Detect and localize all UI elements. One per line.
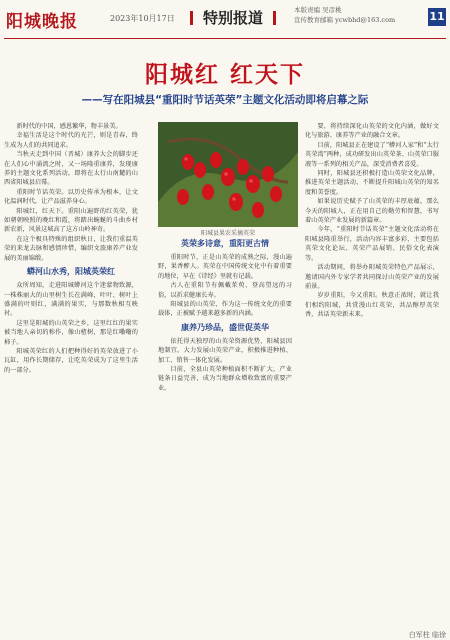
column-3	[305, 122, 439, 627]
paragraph: 在这个极具特殊的组织秋日，让我们重温英荣的来龙去脉和感情珍惜，编织文旅康养产业发展的美丽锦缎。	[4, 235, 138, 262]
paragraph: 古人在重阳节有佩戴茱萸、登高望远的习俗，以祈求健康长寿。	[158, 282, 292, 299]
cornelian-cherry-image	[158, 122, 298, 227]
paragraph: 今年，“重阳时节话英荣”主题文化活动将在阳城县隆重举行，活动内容丰富多彩，主要包括英荣文化论坛、英荣产品展销、民俗文化表演等。	[305, 226, 439, 262]
column-1	[4, 122, 138, 627]
paragraph: 如果说历史赋予了山英荣的丰厚底蕴，那么今天的阳城人，正在用自己的勤劳和智慧，书写着山英荣产业发展的新篇章。	[305, 198, 439, 225]
section-heading: 蟒河山水秀，阳城英荣红	[27, 267, 115, 277]
column-2	[158, 235, 292, 627]
paragraph: 重阳时节话英荣。以历史传承为根本，让文化温润时代，让产品滋养身心。	[4, 188, 138, 206]
newspaper-logo: 阳城晚报	[6, 12, 78, 32]
paragraph: 同时，阳城县还积极打造山英荣文化品牌，推进英荣主题活动，不断提升阳城山英荣的知名度和美誉度。	[305, 170, 439, 196]
fruit-photo	[158, 122, 298, 227]
section-heading: 英荣多诗意，重阳更古情	[181, 239, 269, 248]
subheadline: ——写在阳城县“重阳时节话英荣”主题文化活动即将启幕之际	[81, 94, 369, 106]
section-title: 特别报道	[190, 6, 276, 30]
section-heading: 康养乃珍品，盛世促英华	[181, 322, 269, 332]
editor-line: 本版责编 吴彦桃	[294, 6, 342, 14]
author-credit: 白军柱 临徐	[408, 631, 446, 639]
headline: 阳城红 红天下	[144, 62, 305, 88]
editor-info	[294, 5, 420, 25]
paragraph: 阳城英荣红的人们把种得好的英荣放进了小瓦缸，用作长期储存，让吃英荣成为了这里生活的一部分。	[4, 347, 138, 374]
paragraph: 众所周知，走进阳城蟒河这个迷蒙物致源，一株株丽大的山里树生长在满峰，叶叶、树叶上盛满的叶则红，满满的果实，与那数秋相互映衬。	[4, 282, 138, 318]
photo-caption: 阳城县果农采摘英荣	[200, 230, 255, 237]
paragraph: 这里是阳城的山英荣之乡，这里红红的果实被当地人亲切的称作，像山楂树，那是红嘞嘞的柿子。	[4, 319, 138, 346]
header-rule	[4, 38, 446, 39]
paragraph: 新时代的中国，感恩繁华，物丰景美。	[16, 123, 122, 130]
issue-date: 2023年10月17日	[110, 14, 175, 23]
paragraph: 要，将持续深化山英荣的文化内涵，做好文化与旅游、康养等产业的融合文章。	[305, 123, 439, 140]
paragraph: 幸福生活是这个时代的光芒，则是青春，终生成为人们的共同追求。	[4, 132, 138, 149]
paragraph: 目前，阳城县正在建设了“蟒河人家”和“太行英荣湾”两种，成功研发出山英荣茶、山英荣口服液等一系列的相关产品，深受消费者喜爱。	[305, 141, 439, 168]
paragraph: 当秋天走到中国（晋城）康养大会的脚步还在人们心中涌流之时，又一场隆重康养，发现康养的主题文化系列活动，即将在太行山南麓的山西省阳城县启幕。	[4, 151, 138, 187]
masthead	[0, 0, 450, 42]
paragraph: 活动期间，将举办阳城英荣特色产品展示，邀请国内外专家学者共同探讨山英荣产业的发展前景。	[305, 264, 439, 290]
email-line: 宣传教育邮箱 ycwbhd@163.com	[294, 16, 396, 24]
paragraph: 阳城县的山英荣，作为这一传统文化的重要载体，正被赋予越来越多新的内涵。	[158, 301, 292, 318]
paragraph: 目前，全县山英荣种植面积不断扩大，产业链条日益完善，成为当地群众增收致富的重要产业。	[158, 366, 292, 392]
paragraph: 岁岁重阳，今又重阳。秋意正浓时，就让我们相约阳城，共赏漫山红英荣，共品醇厚英荣香，共话英荣新未来。	[305, 292, 439, 319]
paragraph: 重阳时节，正是山英荣的成熟之际，漫山遍野，果香醉人。英荣在中国传统文化中有着重要的地位，早在《诗经》里就有记载。	[158, 254, 292, 280]
paragraph: 阳城红，红天下。重阳山遍野的红英荣，犹如朝朝映照的晚红和霞，将踏出蜿蜒的斗曲乡村新农新，风景这城高了这方山岭神奇。	[4, 207, 138, 234]
page-number-badge: 11	[428, 8, 446, 26]
paragraph: 依托得天独厚的山英荣资源优势，阳城县因地制宜，大力发展山英荣产业，积极推进种植、加工、销售一体化发展。	[158, 337, 292, 364]
